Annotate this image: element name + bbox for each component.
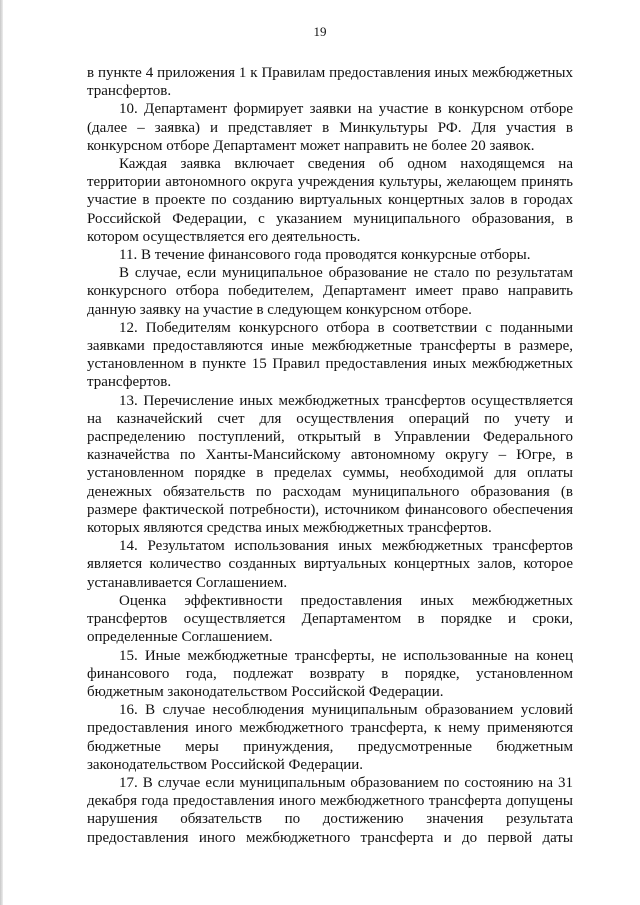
paragraph-16: 16. В случае несоблюдения муниципальным образованием условий предоставления иного межбюджетного трансферта, к нему применяются бюджетные меры принуждения, предусмотренные бюджетным законодательством Российской Федерации. — [87, 702, 573, 773]
paragraph-10: 10. Департамент формирует заявки на участие в конкурсном отборе (далее – заявка) и представляет в Минкультуры РФ. Для участия в конкурсном отборе Департамент может направить не более 20 заявок. — [87, 101, 573, 154]
paragraph-10-application-content: Каждая заявка включает сведения об одном находящемся на территории автономного округа учреждения культуры, желающем принять участие в проекте по созданию виртуальных концертных залов в городах Российской Федерации, с указанием муниципального образования, в котором осуществляется его деятельность. — [87, 156, 573, 245]
paragraph-11: 11. В течение финансового года проводятся конкурсные отборы. — [119, 247, 531, 264]
paragraph-17: 17. В случае если муниципальным образованием по состоянию на 31 декабря года предоставления иного межбюджетного трансферта допущены нарушения обязательств по достижению значения результата предоставления иного межбюджетного трансферта и до первой даты — [87, 774, 573, 846]
page-number: 19 — [313, 24, 327, 39]
paragraph-14: 14. Результатом использования иных межбюджетных трансфертов является количество созданных виртуальных концертных залов, которое устанавливается Соглашением. — [87, 538, 573, 591]
paragraph-11-not-winner: В случае, если муниципальное образование не стало по результатам конкурсного отбора победителем, Департамент имеет право направить данную заявку на участие в следующем конкурсном отборе. — [87, 265, 573, 318]
paragraph-15: 15. Иные межбюджетные трансферты, не использованные на конец финансового года, подлежат возврату в порядке, установленном бюджетным законодательством Российской Федерации. — [87, 647, 573, 700]
document-body — [87, 64, 573, 847]
paragraph-14-evaluation: Оценка эффективности предоставления иных межбюджетных трансфертов осуществляется Департаментом в порядке и сроки, определенные Соглашением. — [87, 592, 573, 646]
scan-edge — [0, 0, 3, 905]
paragraph-13: 13. Перечисление иных межбюджетных трансфертов осуществляется на казначейский счет для осуществления операций по учету и распределению поступлений, открытый в Управлении Федерального казначейства по Ханты-Мансийскому автономному округу – Югре, в установленном порядке в пределах суммы, необходимой для оплаты денежных обязательств по расходам муниципального образования (в размере фактической потребности), источником финансового обеспечения которых являются средства иных межбюджетных трансфертов. — [87, 392, 573, 537]
paragraph-continuation: в пункте 4 приложения 1 к Правилам предоставления иных межбюджетных трансфертов. — [87, 65, 573, 100]
paragraph-12: 12. Победителям конкурсного отбора в соответствии с поданными заявками предоставляются иные межбюджетные трансферты в размере, установленном в пункте 15 Правил предоставления иных межбюджетных трансфертов. — [87, 319, 573, 391]
